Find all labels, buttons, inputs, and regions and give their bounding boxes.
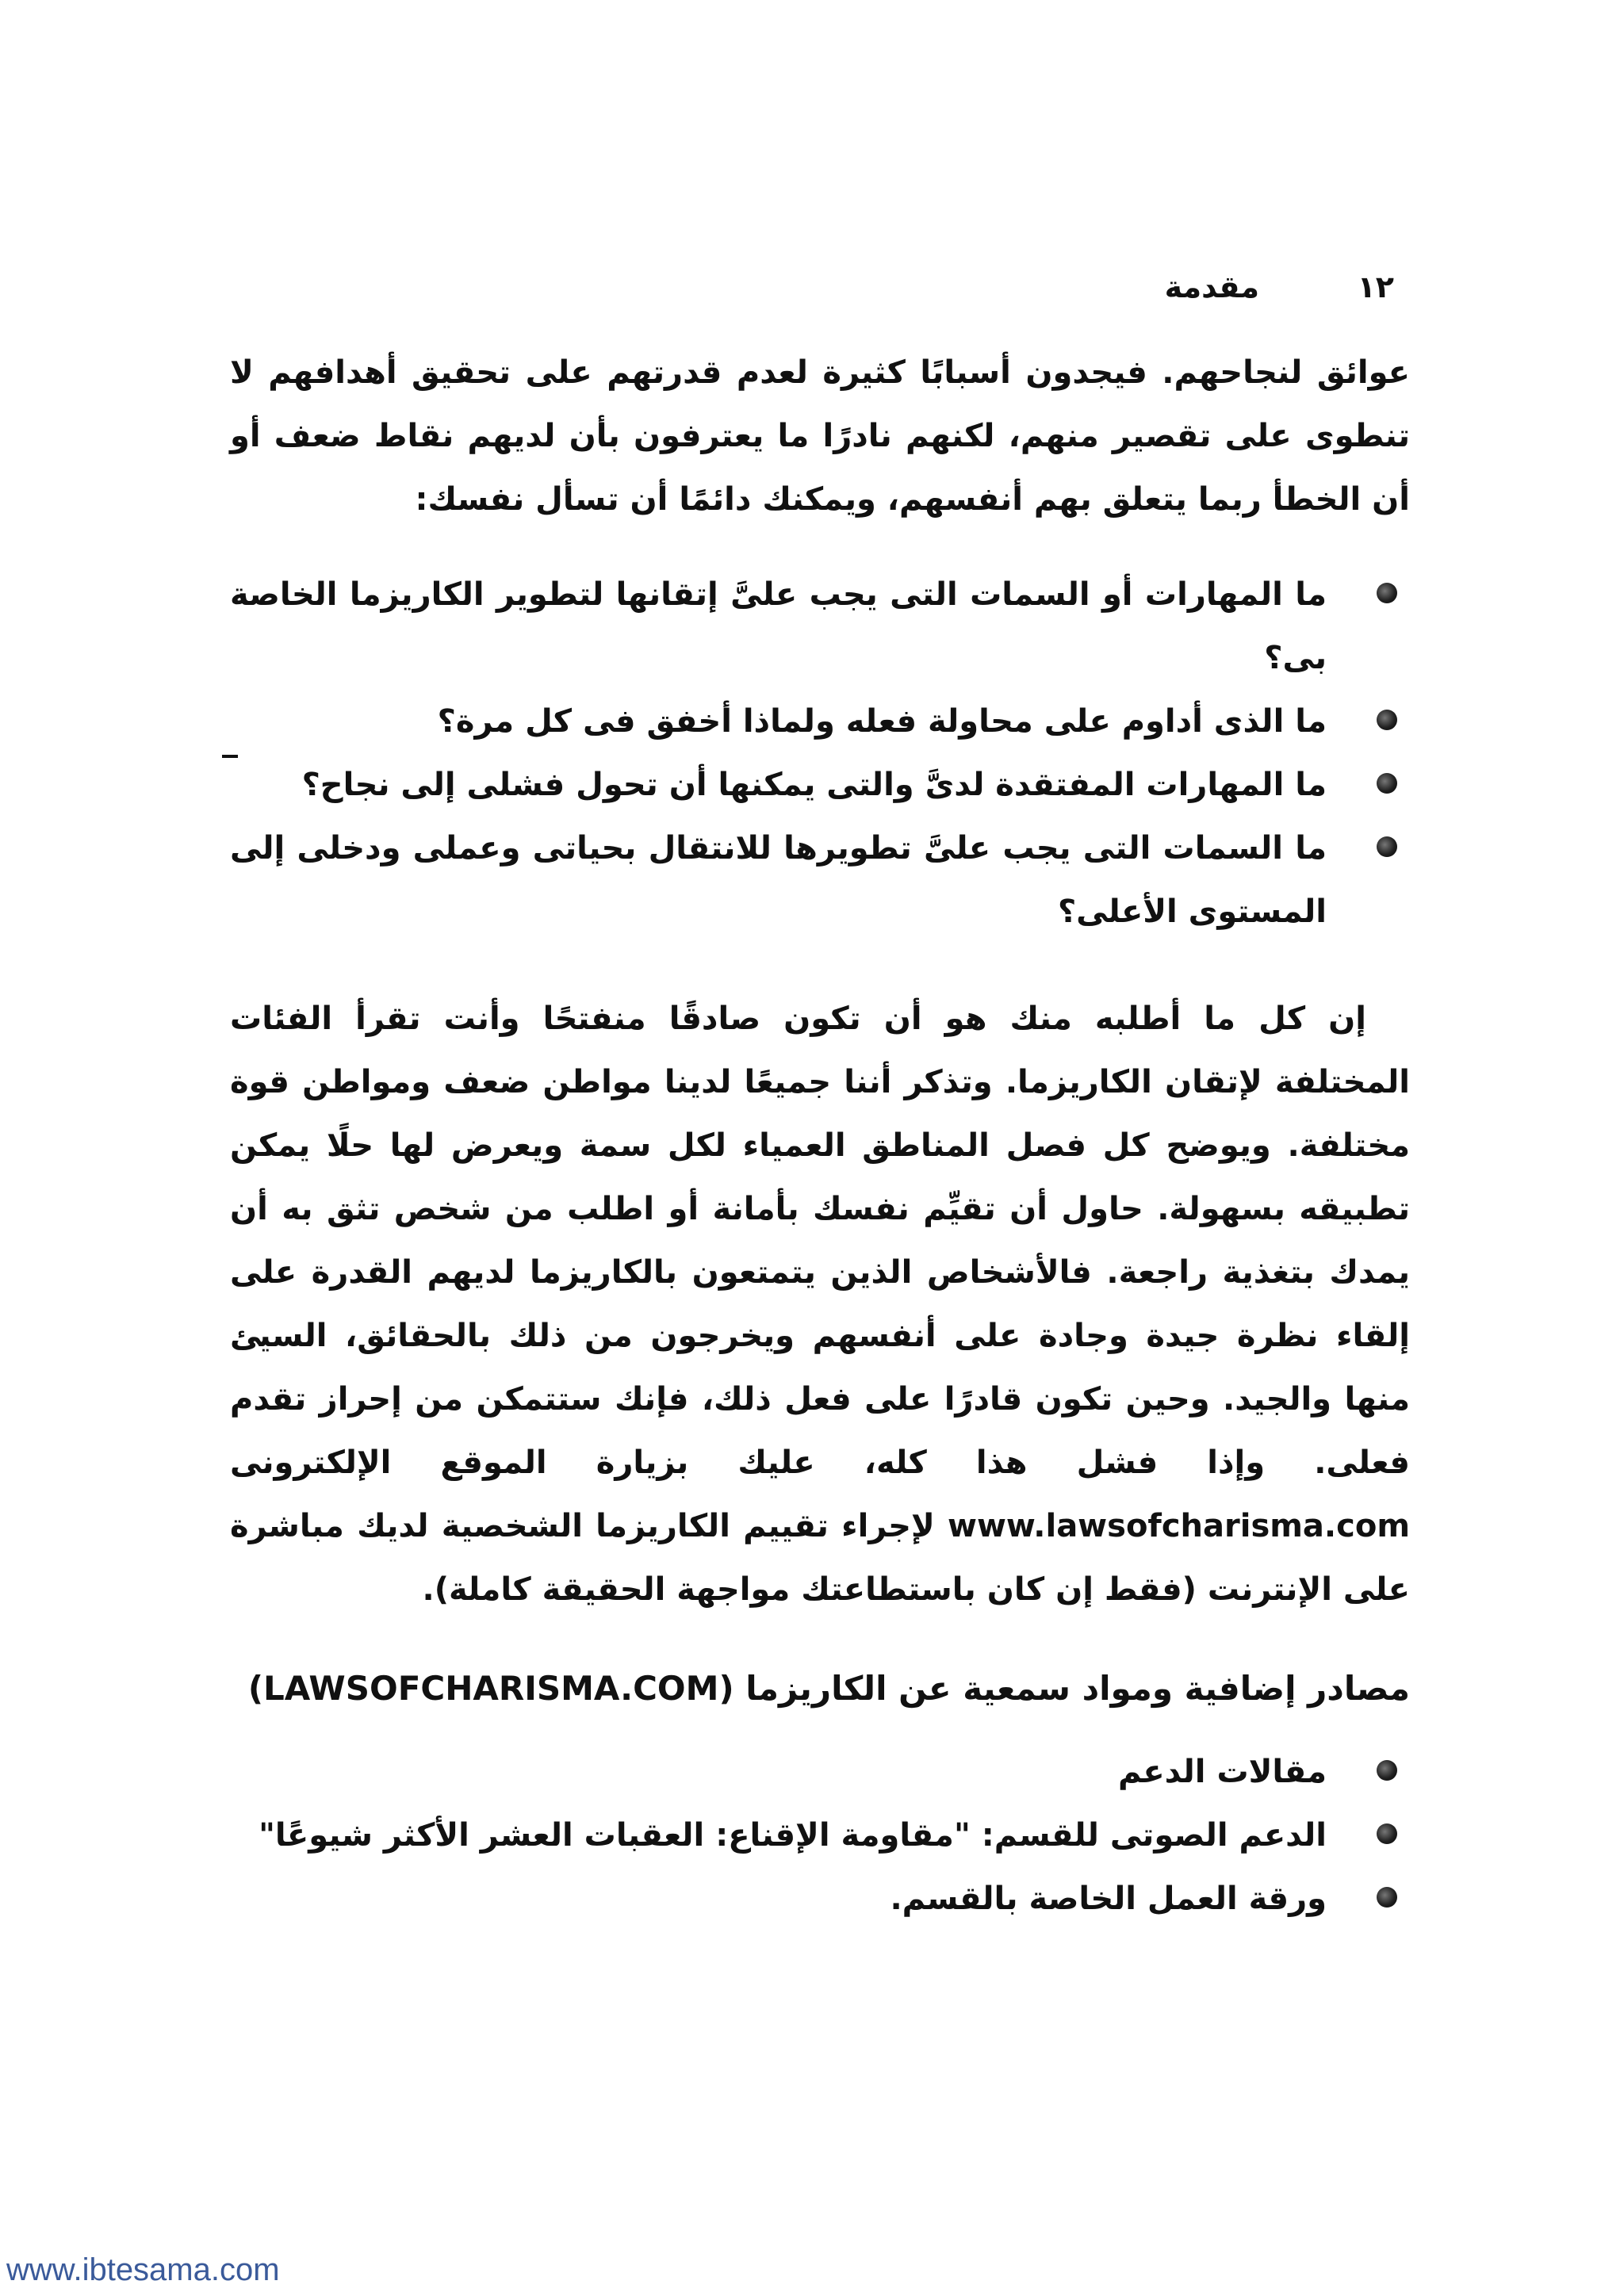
list-item bbox=[230, 753, 1410, 817]
list-item bbox=[230, 690, 1410, 753]
question-text: ما السمات التى يجب علىَّ تطويرها للانتقال بحياتى وعملى ودخلى إلى المستوى الأعلى؟ bbox=[230, 830, 1327, 930]
question-text: ما المهارات أو السمات التى يجب علىَّ إتقانها لتطوير الكاريزما الخاصة بى؟ bbox=[230, 576, 1327, 676]
bullet-dot-icon bbox=[1377, 583, 1397, 603]
list-item bbox=[230, 1740, 1410, 1804]
bullet-dot-icon bbox=[1377, 710, 1397, 730]
resource-text: ورقة العمل الخاصة بالقسم. bbox=[890, 1881, 1327, 1917]
resource-text: مقالات الدعم bbox=[1117, 1754, 1327, 1790]
resource-text: الدعم الصوتى للقسم: "مقاومة الإقناع: العقبات العشر الأكثر شيوعًا" bbox=[259, 1817, 1327, 1854]
resources-heading: مصادر إضافية ومواد سمعية عن الكاريزما (LAWSOFCHARISMA.COM) bbox=[247, 1669, 1410, 1708]
resources-list bbox=[230, 1740, 1410, 1931]
main-paragraph: إن كل ما أطلبه منك هو أن تكون صادقًا منفتحًا وأنت تقرأ الفئات المختلفة لإتقان الكاريزما. وتذكر أننا جميعًا لدينا مواطن ضعف ومواطن قوة مختلفة. ويوضح كل فصل المناطق العمياء لكل سمة ويعرض لها حلًا يمكن تطبيقه بسهولة. حاول أن تقيِّم نفسك بأمانة أو اطلب من شخص تثق به أن يمدك بتغذية راجعة. فالأشخاص الذين يتمتعون بالكاريزما لديهم القدرة على إلقاء نظرة جيدة وجادة على أنفسهم ويخرجون من ذلك بالحقائق، السيئ منها والجيد. وحين تكون قادرًا على فعل ذلك، فإنك ستتمكن من إحراز تقدم فعلى. وإذا فشل هذا كله، عليك بزيارة الموقع الإلكترونى www.lawsofcharisma.com لإجراء تقييم الكاريزما الشخصية لديك مباشرة على الإنترنت (فقط إن كان باستطاعتك مواجهة الحقيقة كاملة). bbox=[230, 1001, 1410, 1608]
watermark-link[interactable]: www.ibtesama.com bbox=[6, 2252, 280, 2287]
list-item bbox=[230, 817, 1410, 943]
questions-list bbox=[230, 563, 1410, 943]
intro-paragraph: عوائق لنجاحهم. فيجدون أسبابًا كثيرة لعدم قدرتهم على تحقيق أهدافهم لا تنطوى على تقصير منهم، لكنهم نادرًا ما يعترفون بأن لديهم نقاط ضعف أو أن الخطأ ربما يتعلق بهم أنفسهم، ويمكنك دائمًا أن تسأل نفسك: bbox=[230, 354, 1410, 518]
list-item bbox=[230, 1867, 1410, 1931]
question-text: ما المهارات المفتقدة لدىَّ والتى يمكنها أن تحول فشلى إلى نجاح؟ bbox=[301, 767, 1327, 803]
bullet-dot-icon bbox=[1377, 1760, 1397, 1781]
running-head: مقدمة bbox=[1164, 270, 1259, 304]
list-item bbox=[230, 563, 1410, 690]
list-item bbox=[230, 1804, 1410, 1867]
bullet-dot-icon bbox=[1377, 1887, 1397, 1908]
question-text: ما الذى أداوم على محاولة فعله ولماذا أخفق فى كل مرة؟ bbox=[437, 703, 1327, 740]
page-number: ١٢ bbox=[1357, 270, 1394, 304]
page-header bbox=[238, 270, 1394, 317]
bullet-dot-icon bbox=[1377, 1823, 1397, 1844]
bullet-dot-icon bbox=[1377, 773, 1397, 794]
bullet-dot-icon bbox=[1377, 836, 1397, 857]
page-body bbox=[230, 341, 1410, 1931]
